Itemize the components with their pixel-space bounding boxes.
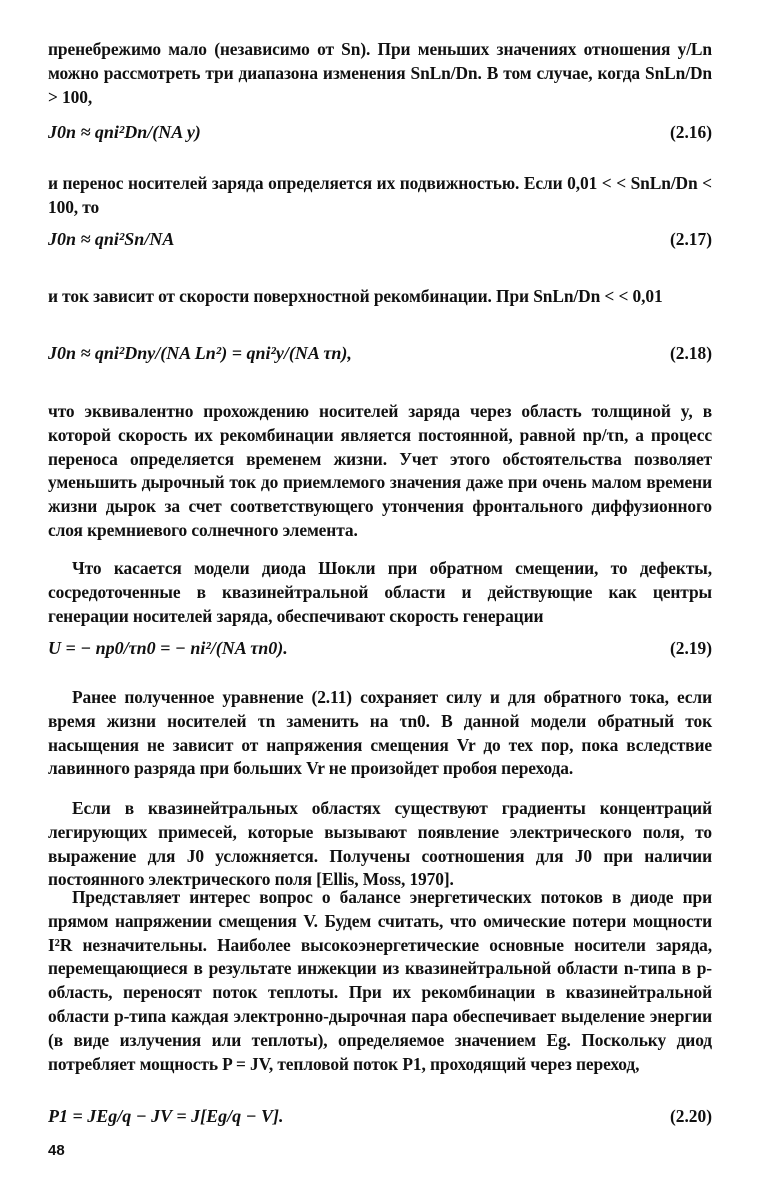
equation-number: (2.17) <box>669 229 712 249</box>
paragraph-5: Что касается модели диода Шокли при обратном смещении, то дефекты, сосредоточенные в квазинейтральной области и действующие как центры генерации носителей заряда, обеспечивают скорость генерации <box>48 558 712 626</box>
equation-number: (2.16) <box>669 122 712 142</box>
equation-2-16 <box>48 119 712 145</box>
equation-2-17 <box>48 226 712 252</box>
equation-number: (2.20) <box>669 1106 712 1126</box>
equation-number: (2.19) <box>669 638 712 658</box>
equation-2-20 <box>48 1103 712 1129</box>
equation-formula: U = − np0/τn0 = − ni²/(NA τn0). <box>48 638 288 658</box>
paragraph-2: и перенос носителей заряда определяется их подвижностью. Если 0,01 < < SnLn/Dn < 100, то <box>48 173 712 217</box>
paragraph-1: пренебрежимо мало (независимо от Sn). При меньших значениях отношения y/Ln можно рассмотреть три диапазона изменения SnLn/Dn. В том случае, когда SnLn/Dn > 100, <box>48 39 712 107</box>
equation-formula: J0n ≈ qni²Dny/(NA Ln²) = qni²y/(NA τn), <box>48 343 352 363</box>
paragraph-3: и ток зависит от скорости поверхностной рекомбинации. При SnLn/Dn < < 0,01 <box>48 286 663 306</box>
paragraph-8: Представляет интерес вопрос о балансе энергетических потоков в диоде при прямом напряжении смещения V. Будем считать, что омические потери мощности I²R незначительны. Наиболее высокоэнергетические основные носители заряда, перемещающиеся в результате инжекции из квазинейтральной области n-типа в p-область, переносят поток теплоты. При их рекомбинации в квазинейтральной области p-типа каждая электронно-дырочная пара обеспечивает выделение энергии (в виде излучения или теплоты), определяемое значением Eg. Поскольку диод потребляет мощность P = JV, тепловой поток P1, проходящий через переход, <box>48 887 712 1074</box>
paragraph-6: Ранее полученное уравнение (2.11) сохраняет силу и для обратного тока, если время жизни носителей τn заменить на τn0. В данной модели обратный ток насыщения не зависит от напряжения смещения Vr до тех пор, пока вследствие лавинного разряда при больших Vr не произойдет пробоя перехода. <box>48 687 712 779</box>
paragraph-4: что эквивалентно прохождению носителей заряда через область толщиной y, в которой скорость их рекомбинации является постоянной, равной np/τn, а процесс переноса определяется временем жизни. Учет этого обстоятельства позволяет уменьшить дырочный ток до приемлемого значения даже при очень малом времени жизни дырок за счет соответствующего утончения фронтального диффузионного слоя кремниевого солнечного элемента. <box>48 401 712 540</box>
page-number: 48 <box>48 1142 65 1159</box>
equation-2-19 <box>48 635 712 661</box>
equation-2-18 <box>48 340 712 366</box>
equation-formula: J0n ≈ qni²Sn/NA <box>48 229 175 249</box>
equation-formula: P1 = JEg/q − JV = J[Eg/q − V]. <box>48 1106 284 1126</box>
equation-formula: J0n ≈ qni²Dn/(NA y) <box>48 122 201 142</box>
equation-number: (2.18) <box>669 343 712 363</box>
paragraph-7: Если в квазинейтральных областях существуют градиенты концентраций легирующих примесей, которые вызывают появление электрического поля, то выражение для J0 усложняется. Получены соотношения для J0 при наличии постоянного электрического поля [Ellis, Moss, 1970]. <box>48 798 712 890</box>
